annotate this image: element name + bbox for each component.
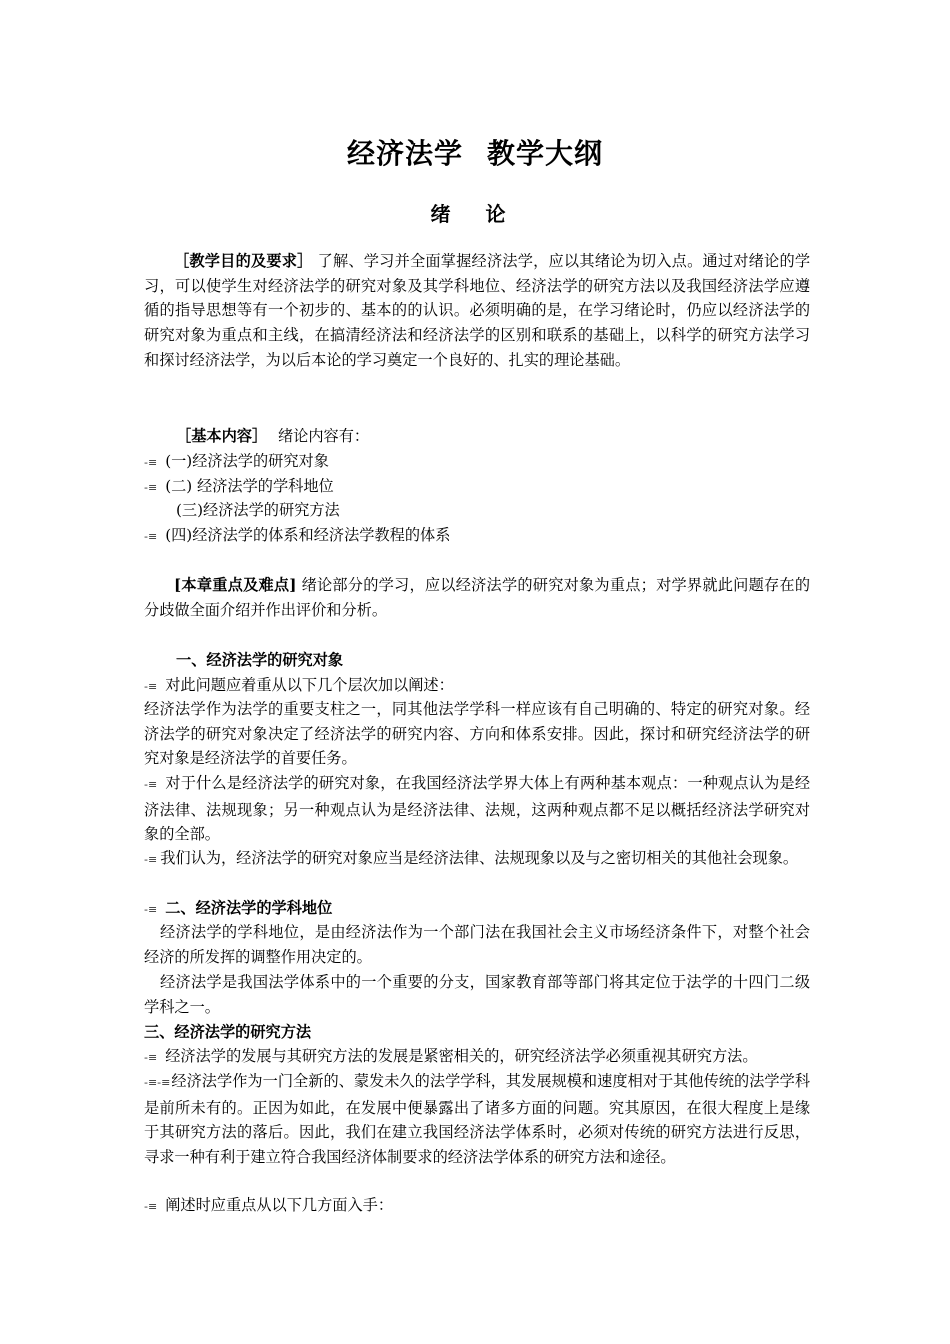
section-paragraph	[144, 846, 810, 873]
list-marker: -≡	[144, 778, 158, 791]
section-paragraph	[144, 1069, 810, 1170]
section-line	[144, 1193, 393, 1220]
section-text: 经济法学作为一门全新的、蒙发未久的法学学科，其发展规模和速度相对于其他传统的法学学科是前所未有的。正因为如此，在发展中便暴露出了诸多方面的问题。究其原因，在很大程度上是缘于其研究方法的落后。因此，我们在建立我国经济法学体系时，必须对传统的研究方法进行反思，寻求一种有利于建立符合我国经济体制要求的经济法学体系的研究方法和途径。	[144, 1072, 810, 1167]
section-heading: 三、经济法学的研究方法	[144, 1023, 312, 1041]
basic-item-text: (二) 经济法学的学科地位	[165, 477, 334, 495]
basic-item-text: (四)经济法学的体系和经济法学教程的体系	[165, 526, 451, 544]
section-heading: 一、经济法学的研究对象	[176, 651, 344, 669]
document-title	[0, 132, 950, 172]
basic-item-text: (一)经济法学的研究对象	[165, 452, 329, 470]
basic-item-text: (三)经济法学的研究方法	[176, 501, 340, 519]
objectives-label: ［教学目的及要求］	[174, 252, 313, 270]
objectives-text: 了解、学习并全面掌握经济法学，应以其绪论为切入点。通过对绪论的学习，可以使学生对经济法学的研究对象及其学科地位、经济法学的研究方法以及我国经济法学应遵循的指导思想等有一个初步的、基本的的认识。必须明确的是，在学习绪论时，仍应以经济法学的研究对象为重点和主线，在搞清经济法和经济法学的区别和联系的基础上，以科学的研究方法学习和探讨经济法学，为以后本论的学习奠定一个良好的、扎实的理论基础。	[144, 252, 811, 369]
keypoints-paragraph	[144, 573, 810, 622]
basic-item	[144, 474, 334, 501]
list-marker: -≡	[144, 481, 158, 494]
basic-content-line	[176, 424, 369, 449]
section-text: 对于什么是经济法学的研究对象，在我国经济法学界大体上有两种基本观点：一种观点认为是经济法律、法规现象；另一种观点认为是经济法律、法规，这两种观点都不足以概括经济法学研究对象的全部。	[144, 774, 810, 844]
section-line	[144, 673, 454, 700]
objectives-paragraph	[144, 249, 810, 373]
section-paragraph	[144, 771, 810, 847]
list-marker: -≡	[144, 530, 158, 543]
section-text: 我们认为，经济法学的研究对象应当是经济法律、法规现象以及与之密切相关的其他社会现象。	[160, 849, 799, 867]
section-heading: 二、经济法学的学科地位	[165, 899, 333, 917]
keypoints-text: 绪论部分的学习，应以经济法学的研究对象为重点；对学界就此问题存在的分歧做全面介绍并作出评价和分析。	[144, 576, 811, 619]
chapter-title: 绪 论	[430, 202, 520, 226]
section-line	[144, 1044, 758, 1071]
section-paragraph: 经济法学作为法学的重要支柱之一，同其他法学学科一样应该有自己明确的、特定的研究对象。经济法学的研究对象决定了经济法学的研究内容、方向和体系安排。因此，探讨和研究经济法学的研究对象是经济法学的首要任务。	[144, 700, 810, 768]
basic-item	[176, 498, 340, 523]
list-marker: -≡	[144, 1051, 158, 1064]
basic-item	[144, 449, 329, 476]
section-paragraph: 经济法学的学科地位，是由经济法作为一个部门法在我国社会主义市场经济条件下，对整个社会经济的所发挥的调整作用决定的。	[144, 923, 810, 966]
list-marker: -≡-≡	[144, 1076, 171, 1089]
list-marker: -≡	[144, 1200, 158, 1213]
list-marker: -≡	[144, 853, 158, 866]
title-part-b: 教学大纲	[487, 137, 604, 170]
section-paragraph: 经济法学是我国法学体系中的一个重要的分支，国家教育部等部门将其定位于法学的十四门二级学科之一。	[144, 973, 810, 1016]
section-text: 对此问题应着重从以下几个层次加以阐述：	[165, 676, 454, 694]
list-marker: -≡	[144, 456, 158, 469]
basic-item	[144, 523, 450, 550]
title-part-a: 经济法学	[346, 137, 463, 170]
section-heading-line	[144, 896, 332, 923]
list-marker: -≡	[144, 680, 158, 693]
section-text: 经济法学的发展与其研究方法的发展是紧密相关的，研究经济法学必须重视其研究方法。	[165, 1047, 758, 1065]
basic-content-label: ［基本内容］	[176, 427, 268, 445]
section-text: 阐述时应重点从以下几方面入手：	[165, 1196, 393, 1214]
basic-content-text: 绪论内容有：	[277, 427, 370, 445]
list-marker: -≡	[144, 903, 158, 916]
keypoints-label: [本章重点及难点]	[174, 576, 297, 594]
